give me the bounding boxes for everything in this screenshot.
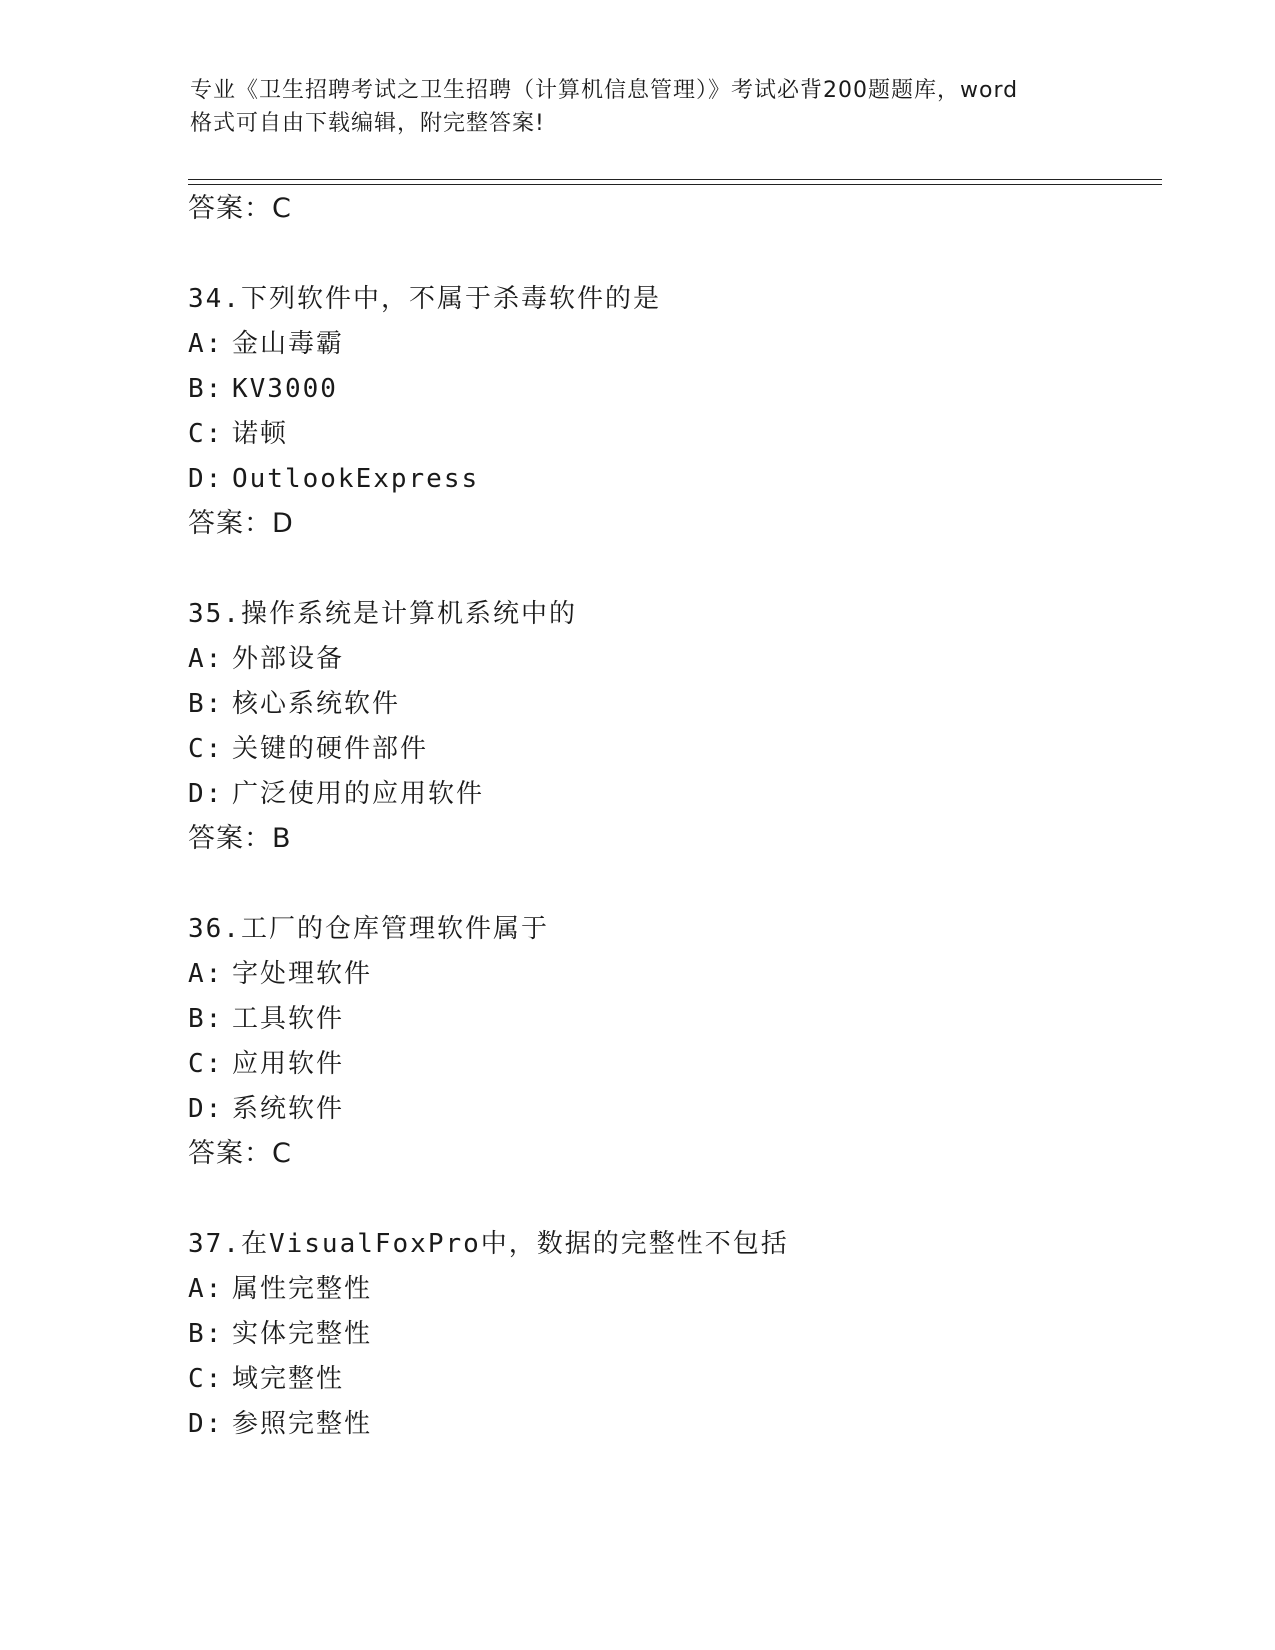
option-d <box>188 462 479 496</box>
option-label: A: <box>188 1274 224 1304</box>
document-header <box>190 74 1090 140</box>
option-b <box>188 687 400 721</box>
option-text: 核心系统软件 <box>232 689 401 719</box>
header-line-2: 格式可自由下载编辑，附完整答案! <box>190 111 545 136</box>
option-text: 字处理软件 <box>232 959 373 989</box>
option-label: A: <box>188 959 224 989</box>
option-d <box>188 777 484 811</box>
option-text: 域完整性 <box>232 1364 345 1394</box>
option-text: 工具软件 <box>232 1004 345 1034</box>
option-text: 广泛使用的应用软件 <box>232 779 485 809</box>
option-label: D: <box>188 1409 224 1439</box>
option-text: 诺顿 <box>232 419 289 449</box>
option-c <box>188 1362 344 1396</box>
option-label: C: <box>188 419 224 449</box>
option-text: 属性完整性 <box>232 1274 373 1304</box>
question-stem: 36.工厂的仓库管理软件属于 <box>188 914 549 944</box>
question-stem: 35.操作系统是计算机系统中的 <box>188 599 577 629</box>
option-text: KV3000 <box>232 374 338 404</box>
option-b <box>188 1002 344 1036</box>
option-label: C: <box>188 734 224 764</box>
option-a <box>188 957 372 991</box>
option-text: 金山毒霸 <box>232 329 345 359</box>
option-label: D: <box>188 1094 224 1124</box>
option-label: B: <box>188 689 224 719</box>
option-a <box>188 327 344 361</box>
option-text: 外部设备 <box>232 644 345 674</box>
option-c <box>188 732 428 766</box>
previous-answer: 答案：C <box>188 193 292 224</box>
option-label: B: <box>188 374 224 404</box>
option-a <box>188 1272 372 1306</box>
option-label: B: <box>188 1319 224 1349</box>
option-label: D: <box>188 779 224 809</box>
option-c <box>188 417 288 451</box>
option-text: 应用软件 <box>232 1049 345 1079</box>
header-rule-bottom <box>188 184 1162 185</box>
option-c <box>188 1047 344 1081</box>
option-text: 参照完整性 <box>232 1409 373 1439</box>
option-text: OutlookExpress <box>232 464 480 494</box>
header-rule-top <box>188 179 1162 180</box>
answer: 答案：B <box>188 823 292 854</box>
option-label: D: <box>188 464 224 494</box>
option-text: 关键的硬件部件 <box>232 734 429 764</box>
option-label: C: <box>188 1364 224 1394</box>
option-d <box>188 1407 372 1441</box>
option-text: 实体完整性 <box>232 1319 373 1349</box>
header-line-1: 专业《卫生招聘考试之卫生招聘（计算机信息管理）》考试必背200题题库，word <box>190 78 1019 103</box>
option-label: B: <box>188 1004 224 1034</box>
option-d <box>188 1092 344 1126</box>
option-a <box>188 642 344 676</box>
option-b <box>188 1317 372 1351</box>
answer: 答案：D <box>188 508 294 539</box>
question-stem: 34.下列软件中，不属于杀毒软件的是 <box>188 284 661 314</box>
option-label: A: <box>188 644 224 674</box>
question-stem: 37.在VisualFoxPro中，数据的完整性不包括 <box>188 1229 789 1259</box>
option-text: 系统软件 <box>232 1094 345 1124</box>
option-label: C: <box>188 1049 224 1079</box>
option-label: A: <box>188 329 224 359</box>
answer: 答案：C <box>188 1138 292 1169</box>
option-b <box>188 372 338 406</box>
